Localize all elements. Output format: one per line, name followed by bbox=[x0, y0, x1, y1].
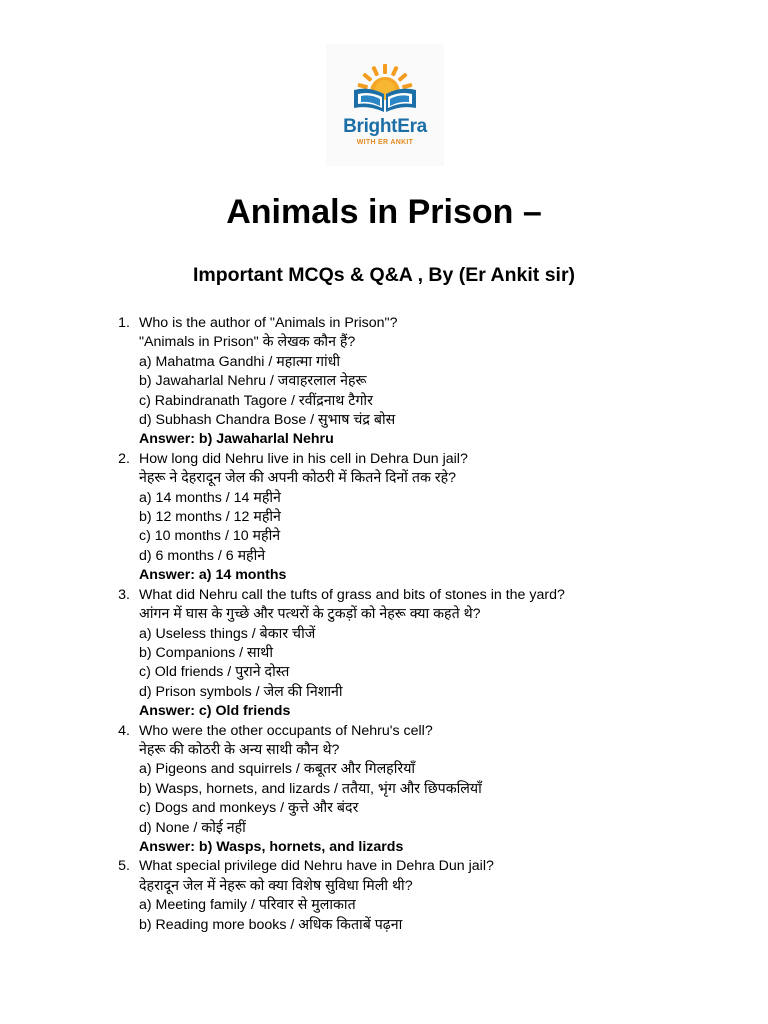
brand-logo bbox=[326, 44, 444, 166]
page-title: Animals in Prison – bbox=[226, 193, 542, 231]
question-item bbox=[108, 722, 728, 858]
question-text-en: Who were the other occupants of Nehru's cell? bbox=[139, 722, 433, 739]
question-number: 2. bbox=[118, 450, 130, 467]
option-b: b) Wasps, hornets, and lizards / ततैया, भृंग और छिपकलियाँ bbox=[139, 780, 482, 797]
option-a: a) Useless things / बेकार चीजें bbox=[139, 625, 316, 642]
option-b: b) Companions / साथी bbox=[139, 644, 274, 661]
question-number: 5. bbox=[118, 858, 130, 875]
question-item bbox=[108, 314, 728, 450]
question-text-hi: नेहरू की कोठरी के अन्य साथी कौन थे? bbox=[139, 741, 340, 758]
brand-name bbox=[326, 116, 444, 138]
question-number: 1. bbox=[118, 315, 130, 331]
question-text-hi: आंगन में घास के गुच्छे और पत्थरों के टुकड़ों को नेहरू क्या कहते थे? bbox=[139, 606, 481, 623]
option-c: c) 10 months / 10 महीने bbox=[139, 528, 281, 545]
brand-name-part1: Bright bbox=[343, 116, 398, 137]
question-item bbox=[108, 857, 728, 935]
option-c: c) Old friends / पुराने दोस्त bbox=[139, 664, 290, 681]
question-text-hi: देहरादून जेल में नेहरू को क्या विशेष सुविधा मिली थी? bbox=[139, 877, 413, 894]
question-text-en: What special privilege did Nehru have in Dehra Dun jail? bbox=[139, 858, 494, 875]
option-d: d) Subhash Chandra Bose / सुभाष चंद्र बोस bbox=[139, 412, 396, 429]
answer-text: Answer: b) Jawaharlal Nehru bbox=[139, 431, 334, 448]
brand-tagline: WITH ER ANKIT bbox=[356, 139, 414, 146]
option-c: c) Rabindranath Tagore / रवींद्रनाथ टैगोर bbox=[139, 392, 373, 409]
question-text-en: How long did Nehru live in his cell in Dehra Dun jail? bbox=[139, 450, 468, 467]
option-d: d) Prison symbols / जेल की निशानी bbox=[139, 683, 343, 700]
question-number: 4. bbox=[118, 722, 130, 739]
answer-text: Answer: b) Wasps, hornets, and lizards bbox=[139, 838, 404, 855]
page-subtitle: Important MCQs & Q&A , By (Er Ankit sir) bbox=[192, 264, 576, 286]
question-item bbox=[108, 450, 728, 586]
question-list bbox=[108, 314, 728, 935]
option-d: d) None / कोई नहीं bbox=[139, 819, 246, 836]
question-text-hi: नेहरू ने देहरादून जेल की अपनी कोठरी में कितने दिनों तक रहे? bbox=[139, 470, 457, 487]
option-d: d) 6 months / 6 महीने bbox=[139, 547, 266, 564]
option-a: a) Pigeons and squirrels / कबूतर और गिलहरियाँ bbox=[139, 761, 416, 778]
question-text-en: What did Nehru call the tufts of grass and bits of stones in the yard? bbox=[139, 586, 565, 603]
option-b: b) Jawaharlal Nehru / जवाहरलाल नेहरू bbox=[139, 373, 367, 390]
sun-book-logo-icon bbox=[326, 44, 444, 124]
question-number: 3. bbox=[118, 586, 130, 603]
question-text-hi: "Animals in Prison" के लेखक कौन हैं? bbox=[139, 334, 356, 351]
option-a: a) Mahatma Gandhi / महात्मा गांधी bbox=[139, 353, 341, 370]
option-b: b) 12 months / 12 महीने bbox=[139, 509, 281, 526]
question-text-en: Who is the author of "Animals in Prison"? bbox=[139, 315, 398, 331]
brand-name-part2: Era bbox=[397, 116, 427, 137]
option-b: b) Reading more books / अधिक किताबें पढ़ना bbox=[139, 916, 403, 933]
option-a: a) 14 months / 14 महीने bbox=[139, 489, 281, 506]
option-c: c) Dogs and monkeys / कुत्ते और बंदर bbox=[139, 800, 359, 817]
answer-text: Answer: a) 14 months bbox=[139, 567, 287, 584]
question-item bbox=[108, 586, 728, 722]
answer-text: Answer: c) Old friends bbox=[139, 703, 291, 720]
option-a: a) Meeting family / परिवार से मुलाकात bbox=[139, 897, 356, 914]
